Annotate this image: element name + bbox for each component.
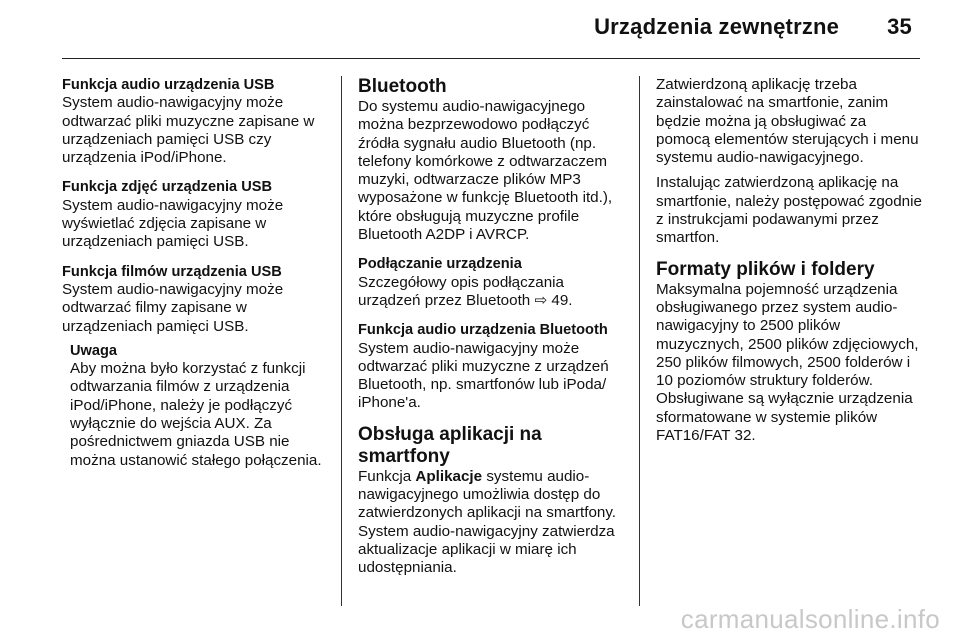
install-text: Instalując zatwierdzoną aplikację na smartfonie, należy postępować zgodnie z instrukcjami podawanymi przez smartfon. (656, 174, 922, 247)
apps-text (358, 468, 624, 578)
page-header (594, 14, 912, 40)
bluetooth-text: Do systemu audio-nawigacyjnego można bezprzewodowo podłączyć źródła sygnału audio Bluetooth (np. telefony komórkowe z odtwarzaczem muzyki, odtwarzacze plików MP3 wyposażone w funkcję Bluetooth itd.), które obsługują muzyczne profile Bluetooth A2DP i AVRCP. (358, 98, 613, 244)
bt-audio-section (358, 321, 624, 412)
formats-section (656, 259, 922, 446)
apps-cont-section (656, 76, 922, 167)
usb-movie-text: System audio-nawigacyjny może odtwarzać filmy zapisane w urządzeniach pamięci USB. (62, 280, 284, 335)
bluetooth-section (358, 76, 624, 244)
column-divider-2 (639, 76, 640, 606)
apps-text-pre: Funkcja (358, 467, 416, 485)
usb-photo-text: System audio-nawigacyjny może wyświetlać zdjęcia zapisane w urządzeniach pamięci USB. (62, 196, 284, 251)
install-section (656, 174, 922, 247)
column-2 (358, 76, 624, 589)
note-text: Aby można było korzystać z funkcji odtwarzania filmów z urządzenia iPod/iPhone, należy je podłączyć wyłącznie do wejścia AUX. Za pośrednictwem gniazda USB nie można ustanowić stałego połączenia. (70, 360, 322, 469)
formats-heading: Formaty plików i foldery (656, 258, 875, 280)
connect-section (358, 255, 624, 310)
header-divider (62, 58, 920, 59)
usb-audio-heading: Funkcja audio urządzenia USB (62, 77, 275, 93)
usb-audio-text: System audio-nawigacyjny może odtwarzać pliki muzyczne zapisane w urządzeniach pamięci USB czy urządzenia iPod/iPhone. (62, 94, 315, 167)
bluetooth-heading: Bluetooth (358, 76, 447, 97)
bt-audio-text: System audio-nawigacyjny może odtwarzać pliki muzyczne z urządzeń Bluetooth, np. smartfonów lub iPoda/ iPhone'a. (358, 339, 609, 412)
apps-text-post: systemu audio-nawigacyjnego umożliwia dostęp do zatwierdzonych aplikacji na smartfony. System audio-nawigacyjny zatwierdza aktualizacje aplikacji w miarę ich udostępniania. (358, 467, 617, 577)
apps-section (358, 424, 624, 578)
apps-text-bold: Aplikacje (415, 467, 483, 485)
column-1 (62, 76, 328, 470)
column-divider-1 (341, 76, 342, 606)
page-number: 35 (887, 14, 912, 39)
usb-movie-heading: Funkcja filmów urządzenia USB (62, 263, 282, 280)
apps-heading: Obsługa aplikacji na smartfony (358, 423, 542, 467)
note-box (62, 342, 328, 470)
formats-text: Maksymalna pojemność urządzenia obsługiwanego przez system audio-nawigacyjny to 2500 plików muzycznych, 2500 plików zdjęciowych, 250 plików filmowych, 2500 folderów i 10 poziomów struktury folderów. Obsługiwane są wyłącznie urządzenia sformatowane w systemie plików FAT16/FAT 32. (656, 280, 919, 445)
watermark-text: carmanualsonline.info (680, 604, 940, 634)
usb-movie-section (62, 263, 328, 336)
bt-audio-heading: Funkcja audio urządzenia Bluetooth (358, 322, 608, 339)
chapter-title: Urządzenia zewnętrzne (594, 14, 840, 39)
connect-heading: Podłączanie urządzenia (358, 256, 522, 273)
note-heading: Uwaga (70, 342, 118, 359)
connect-text: Szczegółowy opis podłączania urządzeń przez Bluetooth ⇨ 49. (358, 273, 573, 309)
column-3 (656, 76, 922, 456)
usb-audio-section (62, 76, 328, 167)
usb-photo-section (62, 178, 328, 251)
apps-cont-text: Zatwierdzoną aplikację trzeba zainstalować na smartfonie, zanim będzie można ją obsługiwać za pomocą elementów sterujących i menu systemu audio-nawigacyjnego. (656, 76, 919, 167)
usb-photo-heading: Funkcja zdjęć urządzenia USB (62, 179, 273, 196)
